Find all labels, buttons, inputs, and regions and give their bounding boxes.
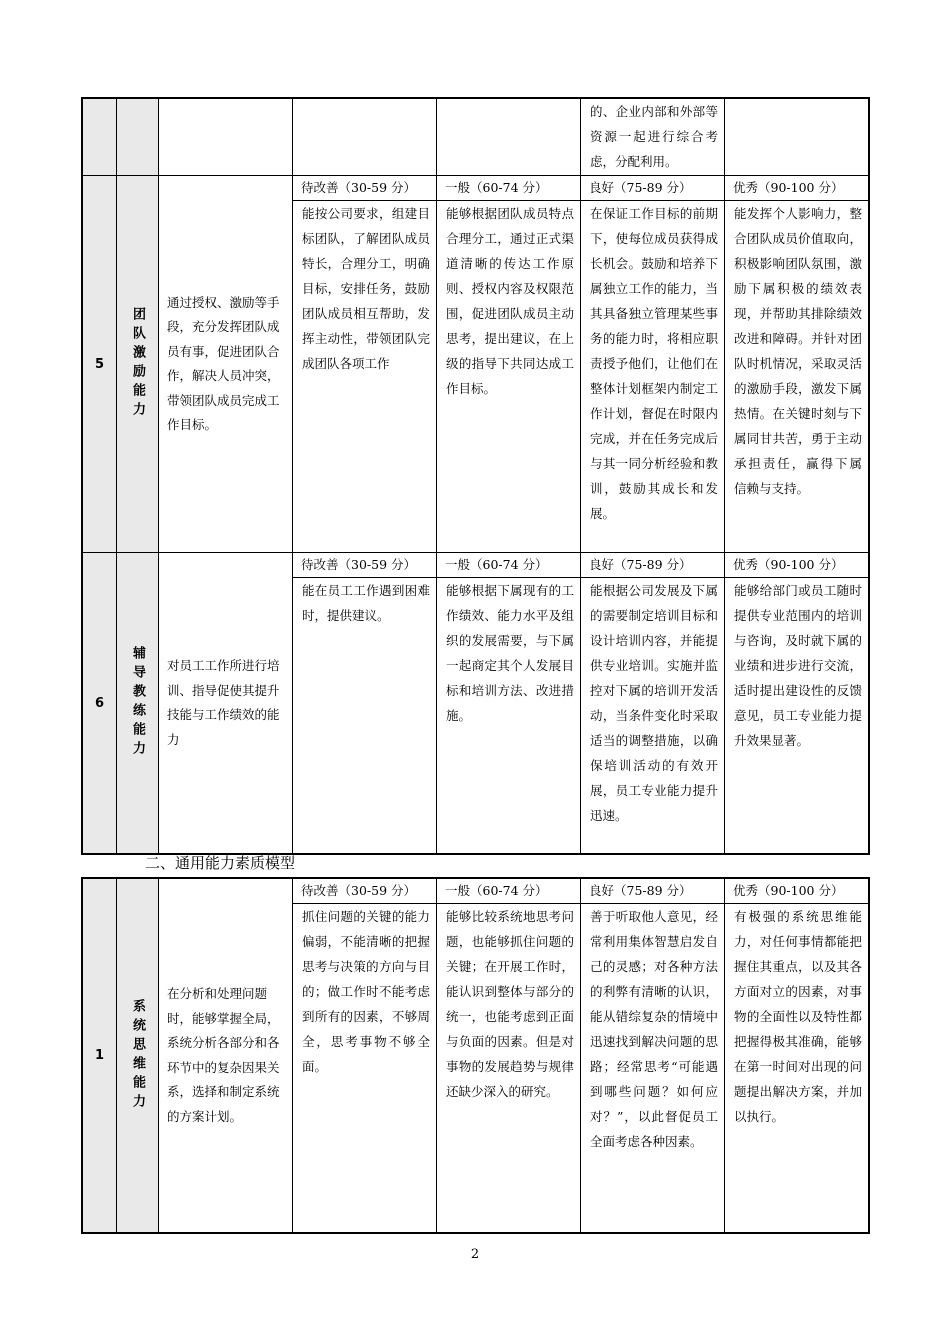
ability-name: 团队激励能力 xyxy=(130,307,145,421)
level-header-good: 良好（75-89 分） xyxy=(581,553,725,577)
level-header-good: 良好（75-89 分） xyxy=(581,879,725,903)
level-header-excellent: 优秀（90-100 分） xyxy=(733,557,844,572)
ability-name-cell xyxy=(117,879,159,1232)
level-descriptions xyxy=(293,578,868,853)
ability-name: 系统思维能力 xyxy=(130,998,145,1113)
table-row xyxy=(83,879,868,1232)
level-header-average: 一般（60-74 分） xyxy=(437,879,581,903)
level-text-good: 善于听取他人意见，经常利用集体智慧启发自己的灵感；对各种方法的利弊有清晰的认识，能从错综复杂的情境中迅速找到解决问题的思路；经常思考“可能遇到哪些问题？如何应对？”，以此督促员工全面考虑各种因素。 xyxy=(581,904,725,1232)
row-number: 5 xyxy=(83,176,117,552)
ability-name-cell xyxy=(117,99,159,175)
level-text-good: 的、企业内部和外部等资源一起进行综合考虑，分配利用。 xyxy=(581,99,725,175)
level-text-average xyxy=(437,99,581,175)
row-number: 6 xyxy=(83,553,117,853)
levels-cell xyxy=(293,99,868,175)
level-header-excellent: 优秀（90-100 分） xyxy=(733,180,844,195)
level-text-good: 能根据公司发展及下属的需要制定培训目标和设计培训内容，并能提供专业培训。实施并监控对下属的培训开发活动，当条件变化时采取适当的调整措施，以确保培训活动的有效开展，员工专业能力提升迅速。 xyxy=(581,578,725,853)
ability-name-cell xyxy=(117,176,159,552)
level-text-excellent: 能发挥个人影响力，整合团队成员价值取向，积极影响团队氛围，激励下属积极的绩效表现，并帮助其排除绩效改进和障碍。并针对团队时机情况，采取灵活的激励手段，激发下属热情。在关键时刻与下属同甘共苦，勇于主动承担责任，赢得下属 信赖与支持。 xyxy=(734,206,862,496)
level-header-needs-improvement: 待改善（30-59 分） xyxy=(293,879,437,903)
ability-definition: 通过授权、激励等手段，充分发挥团队成员有事，促进团队合作，解决人员冲突，带领团队成员完成工作目标。 xyxy=(159,176,293,552)
level-text-excellent xyxy=(725,99,868,175)
level-text-needs-improvement: 能按公司要求，组建目标团队，了解团队成员特长，合理分工，明确目标，安排任务，鼓励团队成员相互帮助，发挥主动性，带领团队完成团队各项工作 xyxy=(293,201,437,552)
section-title: 二、通用能力素质模型 xyxy=(145,854,296,872)
level-text-good: 在保证工作目标的前期下，使每位成员获得成长机会。鼓励和培养下属独立工作的能力，当其具备独立管理某些事务的能力时，将相应职责授予他们，让他们在整体计划框架内制定工作计划，督促在时限内完成，并在任务完成后与其一同分析经验和教训，鼓励其成长和发展。 xyxy=(581,201,725,552)
table-row xyxy=(83,175,868,552)
levels-cell xyxy=(293,879,868,1232)
level-header-excellent: 优秀（90-100 分） xyxy=(733,883,844,898)
ability-definition: 在分析和处理问题时，能够掌握全局，系统分析各部分和各环节中的复杂因果关系，选择和制定系统的方案计划。 xyxy=(159,879,293,1232)
level-text-needs-improvement xyxy=(293,99,437,175)
level-text-needs-improvement: 能在员工工作遇到困难时，提供建议。 xyxy=(293,578,437,853)
levels-cell xyxy=(293,176,868,552)
level-header-average: 一般（60-74 分） xyxy=(437,176,581,200)
level-text-excellent: 能够给部门或员工随时提供专业范围内的培训与咨询，及时就下属的业绩和进步进行交流，适时提出建设性的反馈意见，员工专业能力提升效果显著。 xyxy=(734,583,862,748)
level-text-average: 能够根据下属现有的工作绩效、能力水平及组织的发展需要，与下属一起商定其个人发展目标和培训方法、改进措施。 xyxy=(437,578,581,853)
level-header-needs-improvement: 待改善（30-59 分） xyxy=(293,553,437,577)
definition-cell xyxy=(159,99,293,175)
level-text-needs-improvement: 抓住问题的关键的能力偏弱，不能清晰的把握思考与决策的方向与目的；做工作时不能考虑到所有的因素，不够周全，思考事物不够全面。 xyxy=(293,904,437,1232)
level-header-good: 良好（75-89 分） xyxy=(581,176,725,200)
ability-name: 辅导教练能力 xyxy=(130,646,145,760)
level-descriptions xyxy=(293,201,868,552)
ability-definition: 对员工工作所进行培训、指导促使其提升技能与工作绩效的能力 xyxy=(159,553,293,853)
row-number: 1 xyxy=(83,879,117,1232)
table-row xyxy=(83,552,868,853)
level-header xyxy=(293,879,868,904)
table-row-continued xyxy=(83,99,868,175)
ability-table-general xyxy=(81,877,870,1234)
ability-table-management xyxy=(81,97,870,855)
level-header-needs-improvement: 待改善（30-59 分） xyxy=(293,176,437,200)
level-descriptions xyxy=(293,904,868,1232)
row-number-cell xyxy=(83,99,117,175)
level-header xyxy=(293,176,868,201)
ability-name-cell xyxy=(117,553,159,853)
level-text-average: 能够根据团队成员特点合理分工，通过正式渠道清晰的传达工作原则、授权内容及权限范围，促进团队成员主动思考，提出建议，在上级的指导下共同达成工作目标。 xyxy=(437,201,581,552)
levels-cell xyxy=(293,553,868,853)
level-descriptions xyxy=(293,99,868,175)
level-text-average: 能够比较系统地思考问题，也能够抓住问题的关键；在开展工作时，能认识到整体与部分的统一，也能考虑到正面与负面的因素。但是对事物的发展趋势与规律还缺少深入的研究。 xyxy=(437,904,581,1232)
level-text-excellent: 有极强的系统思维能力，对任何事情都能把握住其重点，以及其各方面对立的因素，对事物的全面性以及特性都把握得极其准确，能够在第一时间对出现的问题提出解决方案，并加以执行。 xyxy=(734,909,862,1124)
page-number: 2 xyxy=(470,1247,480,1262)
level-header-average: 一般（60-74 分） xyxy=(437,553,581,577)
level-header xyxy=(293,553,868,578)
